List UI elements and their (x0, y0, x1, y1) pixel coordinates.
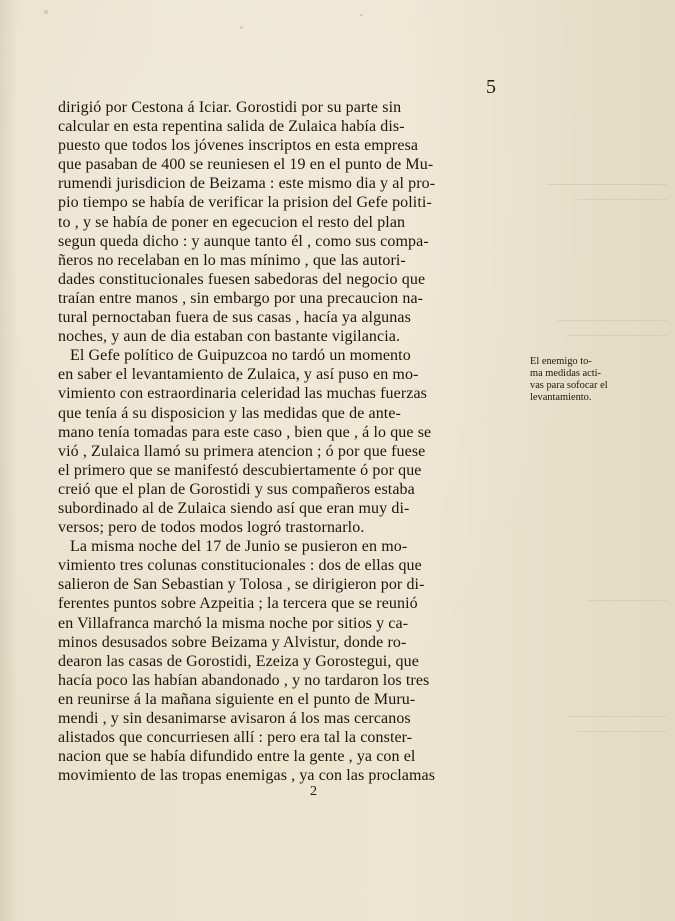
body-text (58, 98, 502, 785)
show-through-text (557, 316, 667, 346)
text-line: que pasaban de 400 se reuniesen el 19 en el punto de Mu- (58, 156, 434, 174)
text-line: vió , Zulaica llamó su primera atencion ; ó por que fuese (58, 442, 426, 460)
paper-speck (240, 26, 243, 29)
margin-note-line: vas para sofocar el (530, 380, 608, 391)
text-line: alistados que concurriesen allí : pero era tal la conster- (58, 729, 413, 747)
text-line: nacion que se había difundido entre la gente , ya con el (58, 748, 416, 766)
margin-note (530, 356, 670, 404)
text-line: en saber el levantamiento de Zulaica, y así puso en mo- (58, 366, 419, 384)
text-line: dades constitucionales fuesen sabedoras del negocio que (58, 270, 426, 288)
text-line: en reunirse á la mañana siguiente en el punto de Muru- (58, 690, 416, 708)
text-line: salieron de San Sebastian y Tolosa , se dirigieron por di- (58, 576, 425, 594)
text-line: mano tenía tomadas para este caso , bien que , á lo que se (58, 423, 432, 441)
text-line: subordinado al de Zulaica siendo así que eran muy di- (58, 499, 410, 517)
text-line: dearon las casas de Gorostidi, Ezeiza y Gorostegui, que (58, 652, 419, 670)
show-through-text (547, 180, 667, 210)
margin-note-line: ma medidas acti- (530, 368, 601, 379)
page-number: 5 (486, 76, 496, 98)
text-line: traían entre manos , sin embargo por una precaucion na- (58, 289, 424, 307)
margin-note-line: levantamiento. (530, 392, 592, 403)
paper-speck (44, 10, 48, 14)
show-through-text (547, 596, 667, 611)
text-line: calcular en esta repentina salida de Zulaica había dis- (58, 118, 405, 136)
paper-speck (360, 14, 363, 16)
text-line: minos desusados sobre Beizama y Alvistur, donde ro- (58, 633, 407, 651)
text-line: movimiento de las tropas enemigas , ya con las proclamas (58, 767, 436, 785)
text-line: rumendi jurisdicion de Beizama : este mismo dia y al pro- (58, 175, 436, 193)
text-line: El Gefe político de Guipuzcoa no tardó un momento (70, 347, 411, 365)
signature-mark: 2 (310, 784, 317, 799)
text-line: dirigió por Cestona á Iciar. Gorostidi por su parte sin (58, 99, 402, 116)
text-line: pio tiempo se había de verificar la prision del Gefe politi- (58, 194, 432, 212)
text-line: La misma noche del 17 de Junio se pusieron en mo- (70, 538, 408, 556)
text-line: hacía poco las habían abandonado , y no tardaron los tres (58, 671, 430, 689)
text-line: en Villafranca marchó la misma noche por sitios y ca- (58, 614, 409, 632)
text-line: versos; pero de todos modos logró trastornarlo. (58, 519, 365, 537)
text-line: tural pernoctaban fuera de sus casas , hacía ya algunas (58, 309, 411, 327)
text-line: ñeros no recelaban en lo mas mínimo , que las autori- (58, 251, 406, 269)
text-line: puesto que todos los jóvenes inscriptos en esta empresa (58, 137, 419, 155)
show-through-text (547, 712, 667, 742)
text-line: creió que el plan de Gorostidi y sus compañeros estaba (58, 480, 415, 498)
text-line: que tenía á su disposicion y las medidas que de ante- (58, 404, 401, 422)
text-line: el primero que se manifestó descubiertamente ó por que (58, 461, 422, 479)
text-line: ferentes puntos sobre Azpeitia ; la tercera que se reunió (58, 595, 418, 613)
text-line: noches, y aun de dia estaban con bastante vigilancia. (58, 328, 401, 346)
text-line: vimiento con estraordinaria celeridad las muchas fuerzas (58, 385, 427, 403)
text-line: mendi , y sin desanimarse avisaron á los mas cercanos (58, 710, 411, 727)
text-line: to , y se había de poner en egecucion el resto del plan (58, 213, 406, 231)
text-line: segun queda dicho : y aunque tanto él , como sus compa- (58, 232, 429, 250)
text-line: vimiento tres colunas constitucionales : dos de ellas que (58, 557, 422, 575)
margin-note-line: El enemigo to- (530, 356, 592, 367)
